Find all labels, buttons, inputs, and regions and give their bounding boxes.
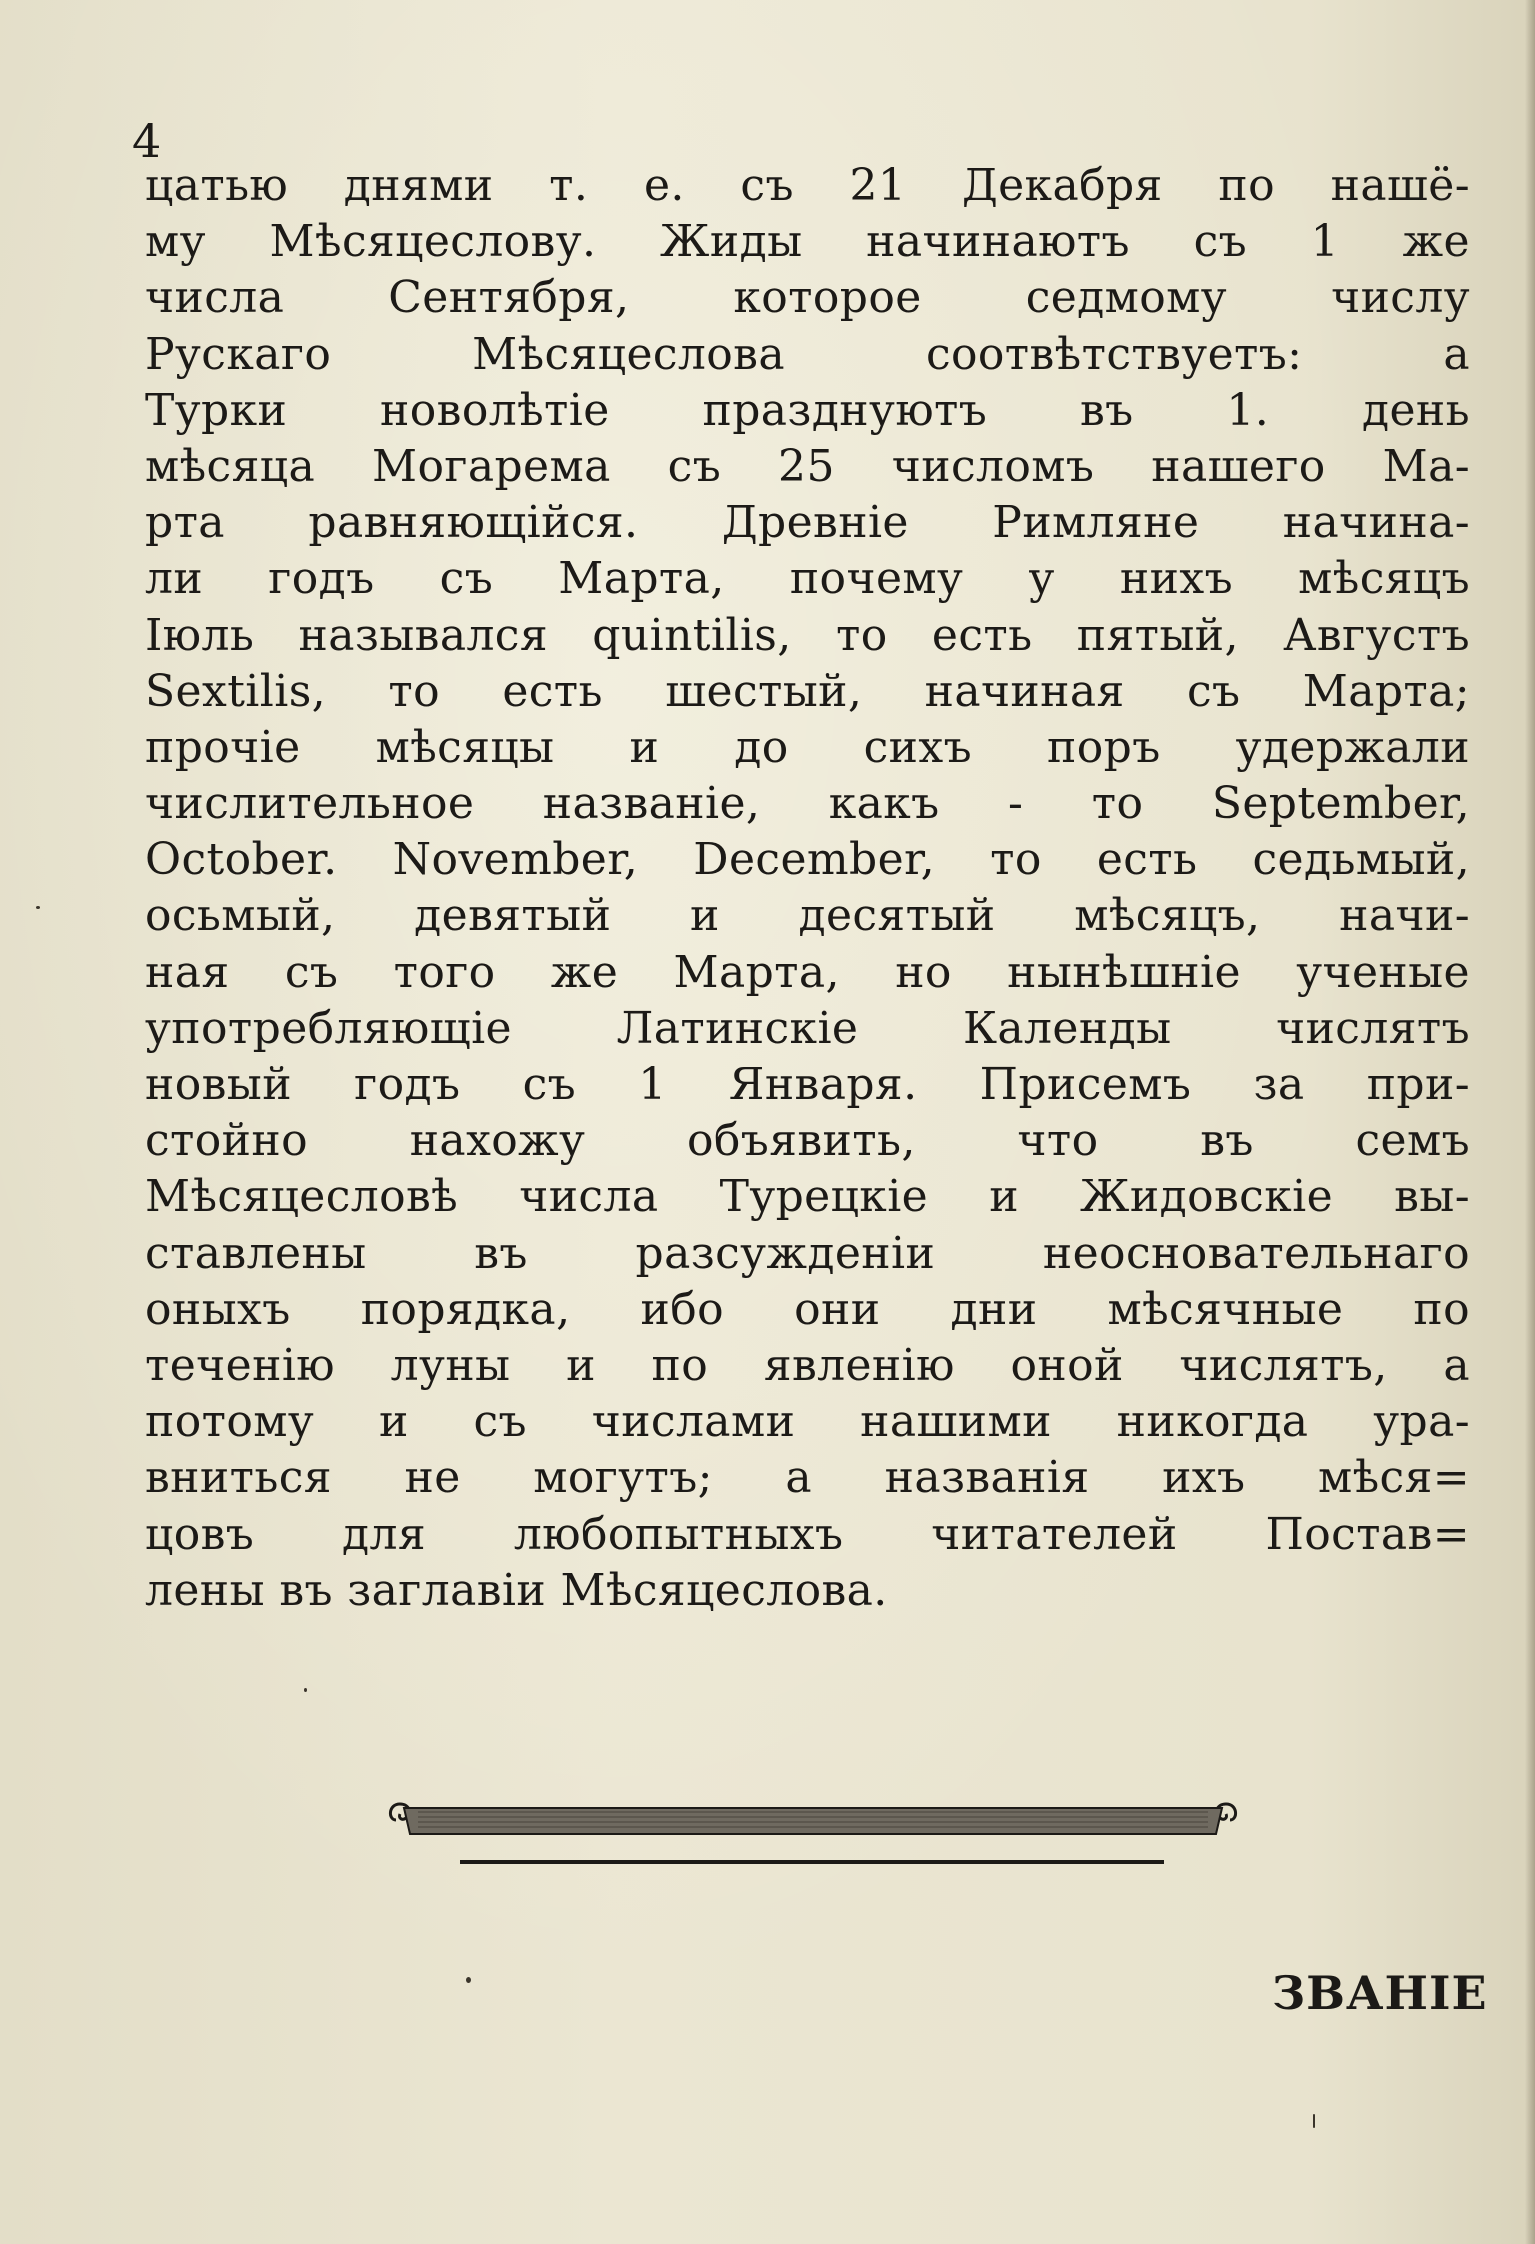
catchword: ЗВАНІЕ [1272, 1966, 1488, 2020]
text-line: теченію луны и по явленію оной числятъ, а [145, 1339, 1470, 1391]
text-line: осьмый, девятый и десятый мѣсяцъ, начи- [145, 890, 1470, 942]
text-line: числительное названіе, какъ - то September, [145, 778, 1470, 830]
ink-speck [304, 1688, 307, 1692]
text-line: вниться не могутъ; а названія ихъ мѣся= [145, 1452, 1470, 1504]
text-line: потому и съ числами нашими никогда ура- [145, 1396, 1470, 1448]
text-line: стойно нахожу объявить, что въ семъ [145, 1115, 1470, 1167]
scroll-banner-ornament-icon [388, 1796, 1238, 1896]
ink-speck [466, 1977, 471, 1983]
text-line: цовъ для любопытныхъ читателей Постав= [145, 1508, 1470, 1560]
text-line: мѣсяца Могарема съ 25 числомъ нашего Ма- [145, 440, 1470, 492]
text-line: Sextilis, то есть шестый, начиная съ Марта; [145, 665, 1470, 717]
text-line: рта равняющійся. Древніе Римляне начина- [145, 497, 1470, 549]
ink-speck [1313, 2114, 1315, 2128]
text-line: Рускаго Мѣсяцеслова соотвѣтствуетъ: а [145, 328, 1470, 380]
text-line: числа Сентября, которое седмому числу [145, 272, 1470, 324]
text-line: Турки новолѣтіе празднуютъ въ 1. день [145, 384, 1470, 436]
text-line: му Мѣсяцеслову. Жиды начинаютъ съ 1 же [145, 216, 1470, 268]
text-line: Іюль назывался quintilis, то есть пятый, Августъ [145, 609, 1470, 661]
text-line: цатью днями т. е. съ 21 Декабря по нашё- [145, 160, 1470, 211]
text-line: Мѣсяцесловѣ числа Турецкіе и Жидовскіе вы- [145, 1171, 1470, 1223]
body-text [145, 158, 1470, 1619]
text-line: October. November, December, то есть седьмый, [145, 834, 1470, 886]
text-line: новый годъ съ 1 Января. Присемъ за при- [145, 1059, 1470, 1110]
text-line: ная съ того же Марта, но нынѣшніе ученые [145, 946, 1470, 998]
text-line: прочіе мѣсяцы и до сихъ поръ удержали [145, 721, 1470, 773]
text-line: ставлены въ разсужденіи неосновательнаго [145, 1227, 1470, 1279]
ink-speck [36, 906, 40, 909]
page-edge-shadow [1525, 0, 1535, 2244]
text-line: ли годъ съ Марта, почему у нихъ мѣсяцъ [145, 553, 1470, 605]
text-line: употребляющіе Латинскіе Календы числятъ [145, 1002, 1470, 1054]
text-line: оныхъ порядка, ибо они дни мѣсячные по [145, 1283, 1470, 1335]
page-number: 4 [132, 114, 162, 168]
text-line-last: лены въ заглавіи Мѣсяцеслова. [145, 1564, 888, 1616]
